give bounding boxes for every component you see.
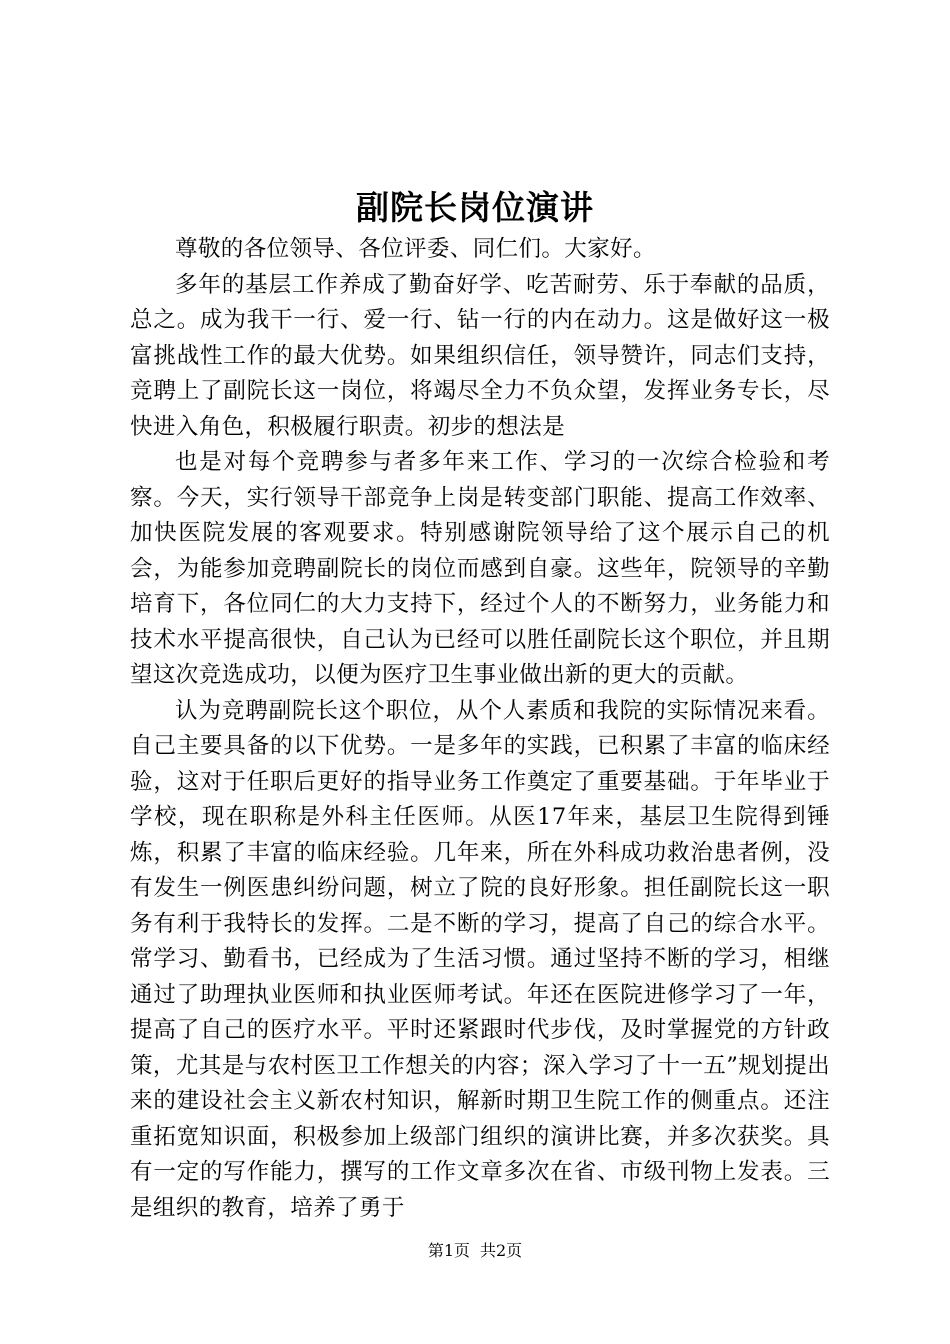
paragraph-advantages: 认为竞聘副院长这个职位，从个人素质和我院的实际情况来看。自己主要具备的以下优势。一是多年的实践，已积累了丰富的临床经验，这对于任职后更好的指导业务工作奠定了重要基础。于年毕业于学校，现在职称是外科主任医师。从医17年来，基层卫生院得到锤炼，积累了丰富的临床经验。几年来，所在外科成功救治患者例，没有发生一例医患纠纷问题，树立了院的良好形象。担任副院长这一职务有利于我特长的发挥。二是不断的学习，提高了自己的综合水平。常学习、勤看书，已经成为了生活习惯。通过坚持不断的学习，相继通过了助理执业医师和执业医师考试。年还在医院进修学习了一年，提高了自己的医疗水平。平时还紧跟时代步伐，及时掌握党的方针政策，尤其是与农村医卫工作想关的内容；深入学习了十一五”规划提出来的建设社会主义新农村知识，解新时期卫生院工作的侧重点。还注重拓宽知识面，积极参加上级部门组织的演讲比赛，并多次获奖。具有一定的写作能力，撰写的工作文章多次在省、市级刊物上发表。三是组织的教育，培养了勇于 [130,697,830,1221]
paragraph-opportunity: 也是对每个竞聘参与者多年来工作、学习的一次综合检验和考察。今天，实行领导干部竞争上岗是转变部门职能、提高工作效率、加快医院发展的客观要求。特别感谢院领导给了这个展示自己的机会，为能参加竞聘副院长的岗位而感到自豪。这些年，院领导的辛勤培育下，各位同仁的大力支持下，经过个人的不断努力，业务能力和技术水平提高很快，自己认为已经可以胜任副院长这个职位，并且期望这次竞选成功，以便为医疗卫生事业做出新的更大的贡献。 [130,449,830,688]
page-footer [0,1240,950,1262]
paragraph-qualities: 多年的基层工作养成了勤奋好学、吃苦耐劳、乐于奉献的品质，总之。成为我干一行、爱一行、钻一行的内在动力。这是做好这一极富挑战性工作的最大优势。如果组织信任，领导赞许，同志们支持，竞聘上了副院长这一岗位，将竭尽全力不负众望，发挥业务专长，尽快进入角色，积极履行职责。初步的想法是 [130,271,830,440]
page-number: 第1页 [427,1241,470,1260]
page-total: 共2页 [480,1241,523,1260]
document-title: 副院长岗位演讲 [356,188,594,227]
document-body [130,232,830,1226]
paragraph-greeting: 尊敬的各位领导、各位评委、同仁们。大家好。 [175,236,656,262]
